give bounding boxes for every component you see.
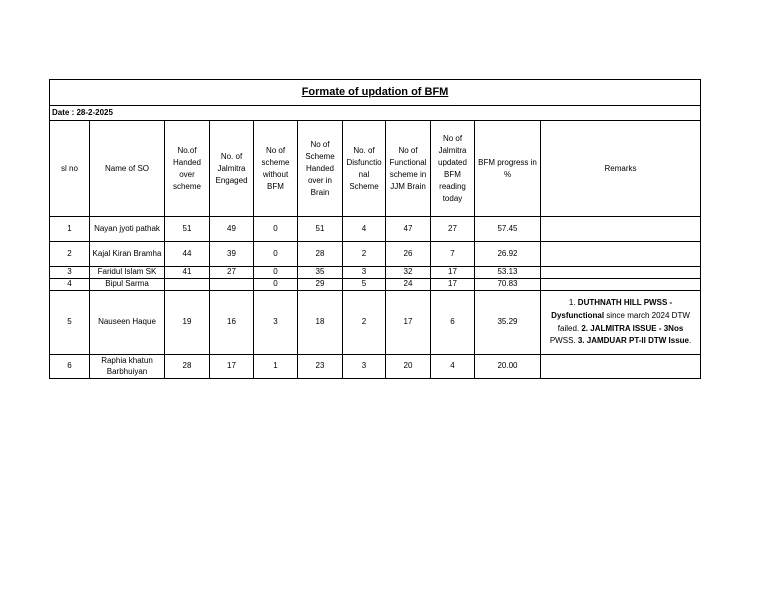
header-name-of-so: Name of SO: [90, 121, 165, 217]
cell-remarks: [541, 279, 701, 291]
table-row: [50, 291, 701, 355]
header-disfunctional: No. of Disfunctional Scheme: [343, 121, 386, 217]
remark-text: PWSS.: [549, 336, 578, 346]
cell-disfunctional: 5: [343, 279, 386, 291]
remark-text: 1.: [568, 297, 578, 307]
table-title: Formate of updation of BFM: [50, 80, 701, 106]
header-progress: BFM progress in %: [475, 121, 541, 217]
remark-text: since march 2024 DTW failed.: [557, 310, 690, 333]
cell-handed-brain: 51: [298, 217, 343, 242]
cell-sl: 4: [50, 279, 90, 291]
cell-handed-brain: 18: [298, 291, 343, 355]
cell-handed-over: 44: [165, 242, 210, 267]
cell-jalmitra-updated: 4: [431, 355, 475, 379]
cell-handed-over: 51: [165, 217, 210, 242]
table-row: [50, 267, 701, 279]
cell-functional: 26: [386, 242, 431, 267]
cell-sl: 1: [50, 217, 90, 242]
cell-functional: 20: [386, 355, 431, 379]
cell-progress: 70.83: [475, 279, 541, 291]
bfm-table: [49, 79, 701, 379]
cell-progress: 53.13: [475, 267, 541, 279]
cell-jalmitra-engaged: 16: [210, 291, 254, 355]
cell-sl: 3: [50, 267, 90, 279]
header-sl-no: sl no: [50, 121, 90, 217]
cell-jalmitra-updated: 17: [431, 279, 475, 291]
cell-handed-brain: 35: [298, 267, 343, 279]
cell-without-bfm: 0: [254, 217, 298, 242]
cell-handed-brain: 23: [298, 355, 343, 379]
cell-handed-over: 19: [165, 291, 210, 355]
header-row: [50, 121, 701, 217]
report-date: Date : 28-2-2025: [50, 106, 701, 121]
cell-name: Nauseen Haque: [90, 291, 165, 355]
cell-remarks: [541, 217, 701, 242]
header-without-bfm: No of scheme without BFM: [254, 121, 298, 217]
remark-text: .: [688, 336, 692, 346]
header-functional: No of Functional scheme in JJM Brain: [386, 121, 431, 217]
cell-remarks: [541, 291, 701, 355]
cell-jalmitra-updated: 17: [431, 267, 475, 279]
cell-name: Kajal Kiran Bramha: [90, 242, 165, 267]
cell-disfunctional: 4: [343, 217, 386, 242]
cell-jalmitra-engaged: [210, 279, 254, 291]
cell-jalmitra-engaged: 17: [210, 355, 254, 379]
table-row: [50, 355, 701, 379]
cell-sl: 6: [50, 355, 90, 379]
cell-progress: 26.92: [475, 242, 541, 267]
cell-functional: 24: [386, 279, 431, 291]
cell-without-bfm: 0: [254, 267, 298, 279]
table-row: [50, 217, 701, 242]
header-handed-brain: No of Scheme Handed over in Brain: [298, 121, 343, 217]
cell-name: Bipul Sarma: [90, 279, 165, 291]
cell-progress: 20.00: [475, 355, 541, 379]
remark-bold-text: DUTHNATH HILL PWSS - Dysfunctional: [551, 297, 673, 320]
cell-functional: 17: [386, 291, 431, 355]
header-remarks: Remarks: [541, 121, 701, 217]
cell-jalmitra-engaged: 39: [210, 242, 254, 267]
cell-disfunctional: 3: [343, 267, 386, 279]
cell-remarks: [541, 242, 701, 267]
cell-disfunctional: 3: [343, 355, 386, 379]
remark-bold-text: 2. JALMITRA ISSUE - 3Nos: [581, 323, 684, 333]
table-row: [50, 279, 701, 291]
cell-without-bfm: 3: [254, 291, 298, 355]
cell-jalmitra-engaged: 49: [210, 217, 254, 242]
cell-handed-over: 28: [165, 355, 210, 379]
cell-name: Faridul Islam SK: [90, 267, 165, 279]
cell-jalmitra-updated: 27: [431, 217, 475, 242]
cell-name: Raphia khatun Barbhuiyan: [90, 355, 165, 379]
cell-sl: 2: [50, 242, 90, 267]
cell-jalmitra-updated: 7: [431, 242, 475, 267]
cell-handed-brain: 29: [298, 279, 343, 291]
cell-without-bfm: 0: [254, 279, 298, 291]
cell-functional: 32: [386, 267, 431, 279]
remark-bold-text: 3. JAMDUAR PT-II DTW Issue: [577, 336, 689, 346]
cell-remarks: [541, 267, 701, 279]
cell-without-bfm: 1: [254, 355, 298, 379]
header-jalmitra-engaged: No. of Jalmitra Engaged: [210, 121, 254, 217]
header-handed-over: No.of Handed over scheme: [165, 121, 210, 217]
cell-sl: 5: [50, 291, 90, 355]
cell-handed-over: 41: [165, 267, 210, 279]
cell-disfunctional: 2: [343, 291, 386, 355]
cell-functional: 47: [386, 217, 431, 242]
cell-handed-brain: 28: [298, 242, 343, 267]
cell-without-bfm: 0: [254, 242, 298, 267]
cell-remarks: [541, 355, 701, 379]
cell-name: Nayan jyoti pathak: [90, 217, 165, 242]
cell-progress: 35.29: [475, 291, 541, 355]
header-jalmitra-updated: No of Jalmitra updated BFM reading today: [431, 121, 475, 217]
cell-progress: 57.45: [475, 217, 541, 242]
cell-handed-over: [165, 279, 210, 291]
cell-jalmitra-engaged: 27: [210, 267, 254, 279]
cell-jalmitra-updated: 6: [431, 291, 475, 355]
table-row: [50, 242, 701, 267]
cell-disfunctional: 2: [343, 242, 386, 267]
